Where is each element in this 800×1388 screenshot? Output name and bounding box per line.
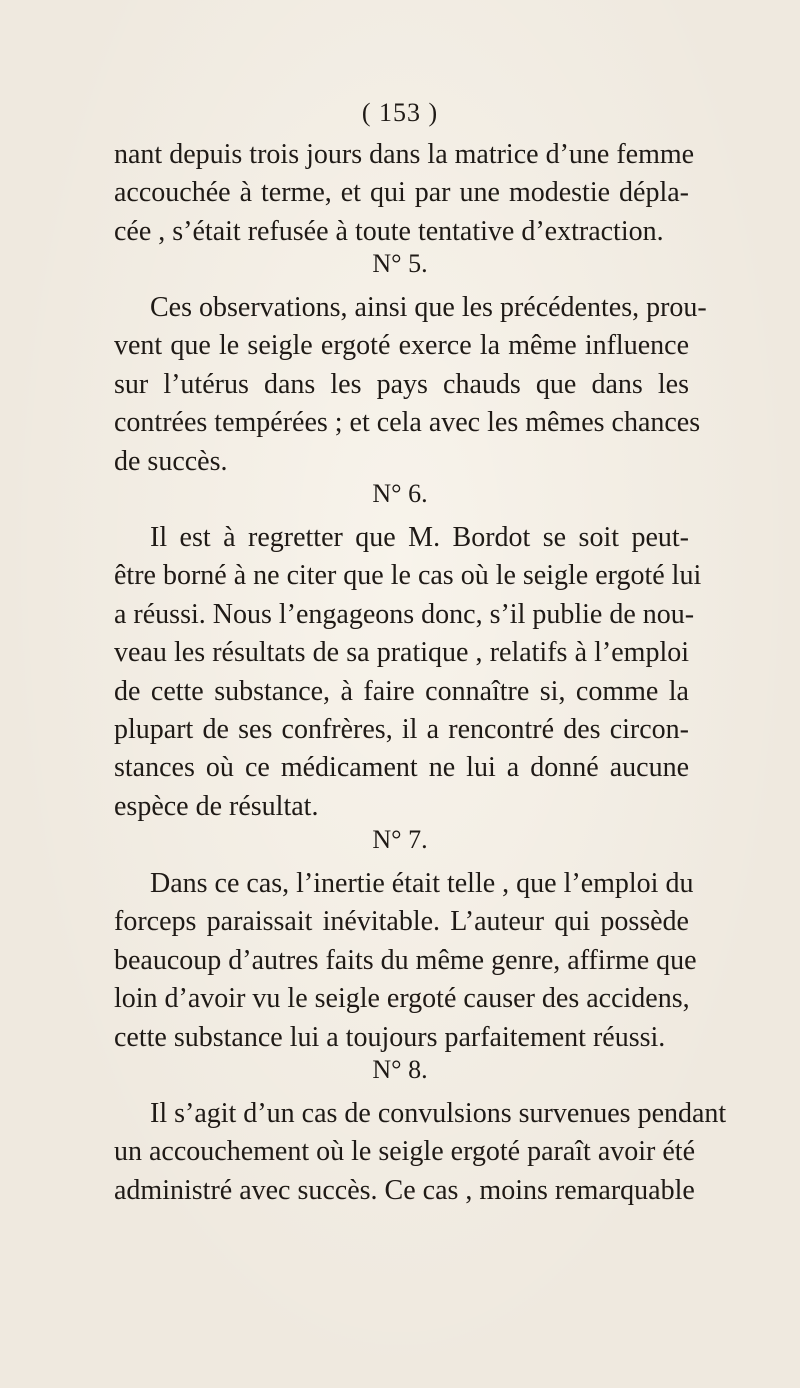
text-line: de succès. (114, 445, 228, 477)
text-line: Il s’agit d’un cas de convulsions survenues pendant (150, 1098, 727, 1129)
text-line: administré avec succès. Ce cas , moins remarquable (114, 1174, 695, 1206)
text-line: contrées tempérées ; et cela avec les mêmes chances (114, 407, 701, 439)
text-line: plupart de ses confrères, il a rencontré des circon- (114, 714, 689, 746)
text-line: un accouchement où le seigle ergoté paraît avoir été (114, 1136, 695, 1168)
text-line: vent que le seigle ergoté exerce la même influence (114, 330, 689, 362)
section-heading-6: N° 6. (372, 479, 428, 508)
text-line: nant depuis trois jours dans la matrice d’une femme (114, 139, 695, 170)
text-line: Ces observations, ainsi que les précédentes, prou- (150, 292, 707, 323)
text-line: cette substance lui a toujours parfaitement réussi. (114, 1021, 666, 1053)
text-line: cée , s’était refusée à toute tentative d’extraction. (114, 215, 664, 247)
text-line: Il est à regretter que M. Bordot se soit peut- (150, 522, 689, 553)
paragraph-7 (114, 865, 697, 1057)
paragraph-5 (114, 289, 707, 481)
paragraph-8 (114, 1095, 727, 1210)
paragraph-6 (114, 519, 702, 826)
text-line: veau les résultats de sa pratique , relatifs à l’emploi (114, 637, 689, 669)
section-heading-5: N° 5. (372, 249, 428, 278)
text-line: de cette substance, à faire connaître si, comme la (114, 675, 689, 707)
text-line: Dans ce cas, l’inertie était telle , que l’emploi du (150, 868, 694, 899)
text-line: forceps paraissait inévitable. L’auteur qui possède (114, 906, 689, 938)
text-line: être borné à ne citer que le cas où le seigle ergoté lui (114, 560, 702, 592)
page-number: ( 153 ) (361, 98, 439, 127)
section-heading-7: N° 7. (372, 825, 428, 854)
text-line: beaucoup d’autres faits du même genre, affirme que (114, 944, 697, 976)
text-line: espèce de résultat. (114, 790, 319, 822)
text-line: sur l’utérus dans les pays chauds que dans les (114, 368, 689, 400)
section-heading-8: N° 8. (372, 1055, 428, 1084)
paragraph-continuation (114, 136, 695, 251)
text-line: accouchée à terme, et qui par une modestie dépla- (114, 177, 689, 209)
text-line: stances où ce médicament ne lui a donné aucune (114, 752, 689, 784)
text-line: loin d’avoir vu le seigle ergoté causer des accidens, (114, 983, 690, 1015)
text-line: a réussi. Nous l’engageons donc, s’il publie de nou- (114, 598, 695, 630)
